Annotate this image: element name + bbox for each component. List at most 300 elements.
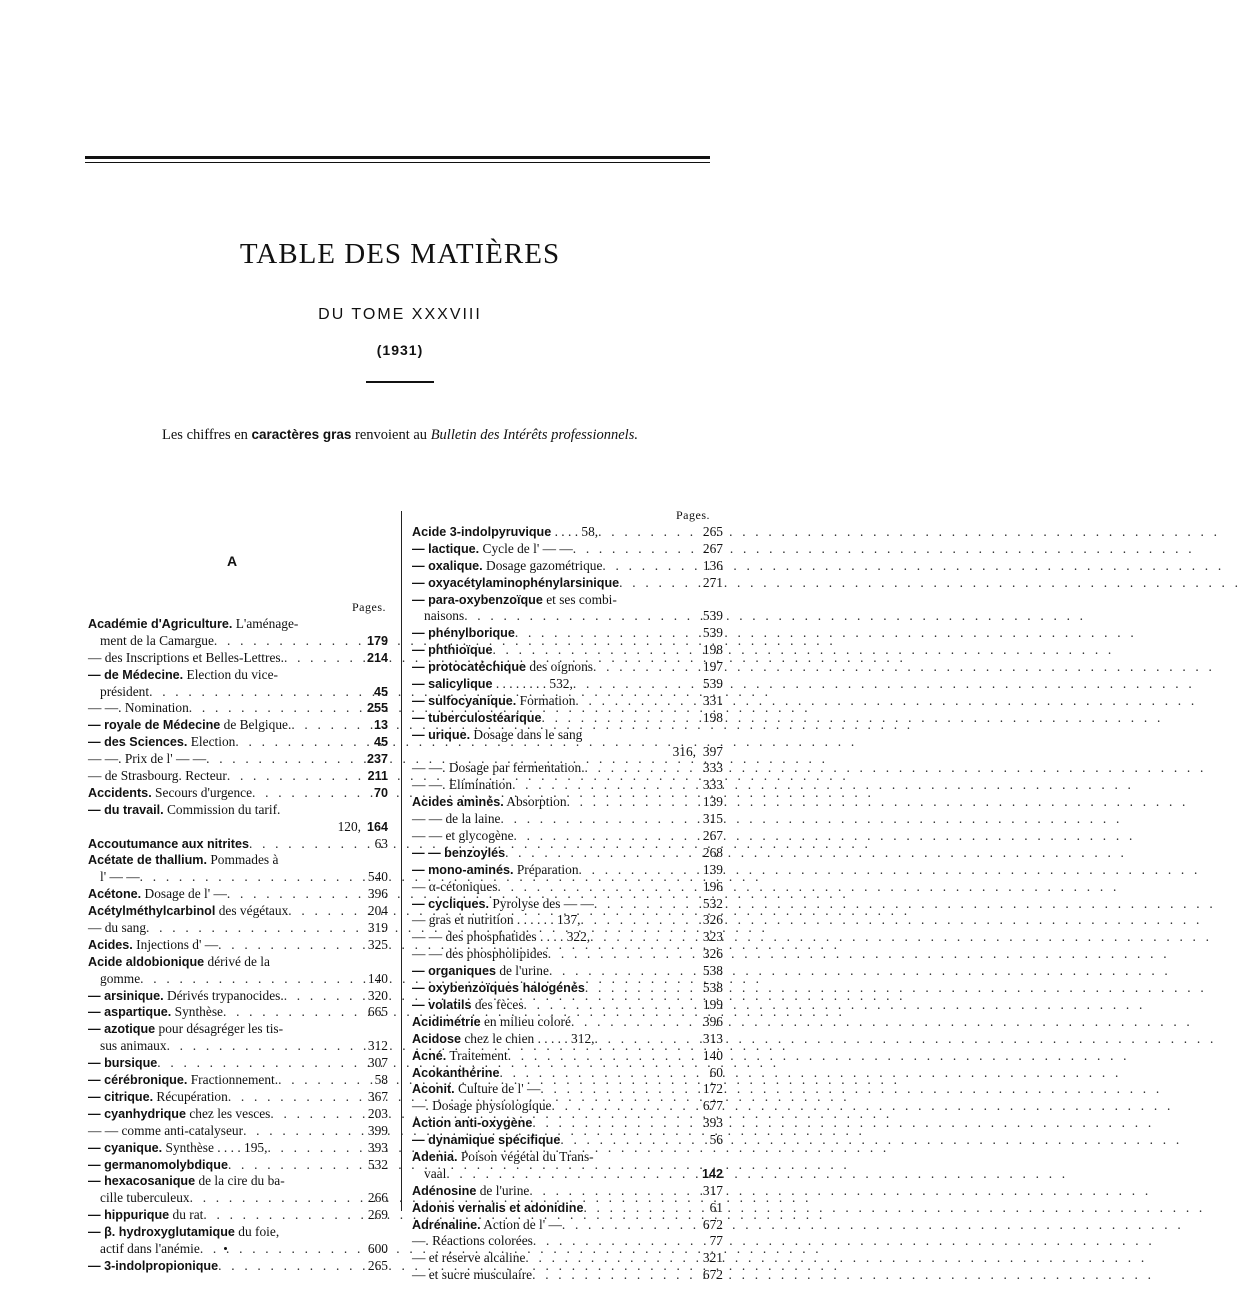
index-entry — [88, 954, 388, 971]
entry-detail: — —. Prix de l' — — — [88, 751, 207, 767]
index-entry — [412, 1166, 723, 1183]
entry-heading: — hippurique — [88, 1208, 170, 1223]
entry-detail: . . . . 58, — [551, 524, 599, 539]
entry-text — [412, 710, 541, 727]
index-entry — [412, 1200, 723, 1217]
entry-heading: — sulfocyanique. — [412, 693, 517, 708]
dot-leader — [514, 828, 696, 845]
entry-detail: Culture de l' — — [454, 1081, 541, 1097]
entry-detail: cille tuberculeux — [100, 1190, 190, 1206]
entry-heading: Acides. — [88, 937, 133, 952]
entry-text — [412, 575, 619, 592]
entry-text — [88, 1207, 203, 1224]
entry-detail: — — des phospholipides — [412, 946, 548, 962]
index-entry — [88, 717, 388, 734]
entry-text — [673, 744, 696, 761]
entry-page-number: 63 — [374, 835, 388, 851]
entry-detail: . . . . . . . . 532, — [492, 676, 573, 692]
entry-text — [412, 608, 464, 625]
entry-heading: Accoutumance aux nitrites — [88, 836, 249, 851]
entry-detail: sus animaux — [100, 1038, 167, 1054]
entry-detail: Préparation — [513, 861, 579, 877]
entry-page-number: 179 — [366, 633, 388, 648]
entry-text — [412, 676, 573, 693]
entry-heading: — azotique — [88, 1022, 156, 1037]
entry-text — [412, 1250, 525, 1267]
dot-leader — [228, 1157, 361, 1174]
entry-text — [88, 1004, 223, 1021]
index-entry — [412, 1183, 723, 1200]
index-entry — [412, 1233, 723, 1250]
index-entry — [412, 608, 723, 625]
index-entry — [88, 802, 388, 819]
entry-heading: — hexacosanique — [88, 1174, 196, 1189]
dot-leader — [532, 1267, 696, 1284]
entry-heading: — urique. — [412, 727, 471, 742]
index-entry — [88, 1140, 388, 1157]
entry-page-number: 319 — [367, 920, 388, 936]
entry-text — [88, 700, 189, 717]
dot-leader — [228, 1089, 361, 1106]
entry-page-number: 326 — [702, 946, 723, 962]
index-entry — [88, 1038, 388, 1055]
entry-heading: — de Médecine. — [88, 667, 184, 682]
index-entry — [412, 1250, 723, 1267]
dot-leader — [203, 1207, 361, 1224]
index-entry — [88, 1241, 388, 1258]
entry-detail: — gras et nutrition . . . . . . 137, — [412, 912, 581, 928]
index-entry — [88, 886, 388, 903]
entry-text — [412, 1031, 595, 1048]
entry-detail: en milieu coloré — [480, 1013, 571, 1029]
entry-page-number: 61 — [709, 1199, 723, 1215]
entry-text — [88, 802, 280, 819]
entry-detail: — des Inscriptions et Belles-Lettres. — [88, 649, 284, 665]
dot-leader — [532, 1115, 696, 1132]
entry-text — [412, 1048, 508, 1065]
entry-detail: L'aménage- — [232, 616, 299, 631]
entry-page-number: 211 — [367, 769, 388, 784]
entry-detail: — et réserve alcaline — [412, 1250, 526, 1266]
entry-heading: Acétate de thallium. — [88, 853, 207, 868]
dot-leader — [524, 997, 696, 1014]
entry-heading: Acokanthérine — [412, 1065, 500, 1080]
entry-detail: — —. Nomination — [88, 700, 189, 716]
dot-leader — [167, 1038, 361, 1055]
entry-heading: Acétylméthylcarbinol — [88, 904, 216, 919]
entry-heading: — cyanhydrique — [88, 1106, 186, 1121]
dot-leader — [492, 642, 696, 659]
dot-leader — [218, 937, 361, 954]
index-entry — [88, 1224, 388, 1241]
dot-leader — [541, 710, 696, 727]
entry-page-number: 267 — [702, 540, 723, 556]
entry-page-number: 140 — [367, 970, 388, 986]
entry-heading: Action anti-oxygène — [412, 1116, 533, 1131]
entry-page-number: 198 — [702, 642, 723, 658]
entry-page-number: 204 — [367, 903, 388, 919]
entry-detail: — — des phosphatides . . . . 322, — [412, 929, 591, 945]
index-entry — [88, 1123, 388, 1140]
entry-page-number: 539 — [702, 608, 723, 624]
index-entry — [412, 625, 723, 642]
entry-text — [412, 946, 548, 963]
entry-heading: — du travail. — [88, 802, 164, 817]
pages-header-left: Pages. — [352, 600, 386, 614]
dot-leader — [585, 980, 696, 997]
index-entry — [88, 734, 388, 751]
entry-heading: — arsinique. — [88, 988, 164, 1003]
legend-note — [0, 427, 800, 444]
index-entry — [412, 862, 723, 879]
dot-leader — [249, 836, 361, 853]
dot-leader — [218, 1258, 361, 1275]
entry-text — [412, 760, 585, 777]
index-entry — [412, 1065, 723, 1082]
entry-text — [88, 937, 218, 954]
entry-heading: — phthioïque — [412, 643, 493, 658]
entry-heading: — β. hydroxyglutamique — [88, 1225, 235, 1240]
dot-leader — [515, 625, 696, 642]
dot-leader — [602, 558, 696, 575]
entry-page-number: 196 — [702, 878, 723, 894]
entry-page-number: 532 — [702, 895, 723, 911]
entry-detail: Cycle de l' — — — [479, 540, 573, 556]
dot-leader — [235, 734, 361, 751]
entry-heading: — bursique — [88, 1056, 158, 1071]
entry-text — [88, 1089, 228, 1106]
index-entry — [88, 1207, 388, 1224]
index-entry — [88, 937, 388, 954]
entry-text — [88, 886, 227, 903]
entry-detail: de la cire du ba- — [195, 1173, 285, 1189]
entry-page-number: 532 — [367, 1156, 388, 1172]
entry-heading: — para-oxybenzoïque — [412, 592, 543, 607]
dot-leader — [497, 879, 696, 896]
index-entry — [412, 727, 723, 744]
index-entry — [412, 1149, 723, 1166]
index-entry — [412, 946, 723, 963]
index-entry — [412, 642, 723, 659]
entry-heading: — volatils — [412, 997, 472, 1012]
dot-leader — [291, 717, 361, 734]
entry-detail: l' — — — [100, 869, 140, 885]
entry-text — [412, 1065, 499, 1082]
index-entry — [412, 1014, 723, 1031]
entry-heading: Adonis vernalis et adonidine — [412, 1200, 584, 1215]
entry-text — [412, 727, 582, 744]
dot-leader — [619, 575, 696, 592]
entry-heading: Acide 3-indolpyruvique — [412, 525, 552, 539]
entry-text — [88, 684, 149, 701]
index-entry — [412, 1217, 723, 1234]
entry-text — [412, 1115, 532, 1132]
dot-leader — [227, 886, 361, 903]
index-entry — [88, 1173, 388, 1190]
dot-leader — [508, 1048, 696, 1065]
entry-heading: — germanomolybdique — [88, 1157, 228, 1172]
legend-note-italic: Bulletin des Intérêts professionnels. — [430, 427, 638, 443]
dot-leader — [548, 946, 696, 963]
page-title: TABLE DES MATIÈRES — [239, 238, 561, 270]
entry-text — [412, 1132, 560, 1149]
dot-leader — [580, 912, 696, 929]
index-entry — [412, 1048, 723, 1065]
section-letter: A — [227, 553, 238, 569]
entry-page-number: 164 — [366, 819, 388, 834]
entry-detail: 316, — [672, 743, 696, 759]
entry-page-number: 677 — [702, 1098, 723, 1114]
index-entry — [88, 633, 388, 650]
entry-text — [88, 650, 284, 667]
entry-page-number: 367 — [367, 1088, 388, 1104]
entry-heading: — mono-aminés. — [412, 862, 514, 877]
index-entry — [412, 558, 723, 575]
dot-leader — [499, 1065, 696, 1082]
dot-leader — [149, 684, 361, 701]
print-dot — [224, 1247, 227, 1250]
index-entry — [412, 1081, 723, 1098]
entry-page-number: 58 — [374, 1072, 388, 1088]
index-entry — [88, 751, 388, 768]
dot-leader — [549, 963, 696, 980]
index-entry — [412, 896, 723, 913]
index-entry — [412, 744, 723, 761]
entry-text — [412, 929, 590, 946]
entry-page-number: 600 — [367, 1240, 388, 1256]
entry-detail: Formation — [516, 692, 576, 708]
entry-detail: — — comme anti-catalyseur — [88, 1122, 244, 1138]
entry-text — [412, 997, 524, 1014]
entry-detail: vaal — [424, 1165, 447, 1181]
entry-text — [88, 971, 140, 988]
top-rule-thick — [85, 156, 710, 159]
entry-heading: Acidose — [412, 1031, 461, 1046]
entry-detail: Dosage dans le sang — [470, 726, 583, 742]
entry-heading: — cyanique. — [88, 1140, 163, 1155]
entry-page-number: 317 — [702, 1182, 723, 1198]
entry-text — [88, 1157, 228, 1174]
entry-text — [88, 616, 298, 633]
index-entry — [88, 1072, 388, 1089]
dot-leader — [567, 794, 696, 811]
entry-detail: ment de la Camargue — [100, 632, 214, 648]
entry-page-number: 326 — [702, 912, 723, 928]
index-entry — [412, 811, 723, 828]
dot-leader — [464, 608, 696, 625]
entry-detail: Pommades à — [206, 852, 279, 868]
entry-text — [412, 659, 593, 676]
entry-page-number: 396 — [367, 886, 388, 902]
entry-text — [88, 1241, 200, 1258]
index-entry — [88, 700, 388, 717]
dot-leader — [579, 862, 696, 879]
dot-leader — [598, 524, 696, 541]
dot-leader — [446, 1166, 696, 1183]
index-entry — [88, 903, 388, 920]
entry-text — [412, 879, 497, 896]
entry-page-number: 315 — [702, 811, 723, 827]
entry-page-number: 538 — [702, 980, 723, 996]
dot-leader — [505, 845, 696, 862]
entry-detail: Pyrolyse des — — — [489, 895, 594, 911]
entry-text — [412, 862, 579, 879]
entry-page-number: 399 — [367, 1122, 388, 1138]
entry-heading: — oxalique. — [412, 558, 483, 573]
entry-page-number: 140 — [702, 1047, 723, 1063]
entry-page-number: 672 — [702, 1267, 723, 1283]
dot-leader — [501, 811, 697, 828]
entry-text — [88, 903, 288, 920]
entry-page-number: 197 — [702, 659, 723, 675]
entry-text — [88, 1072, 278, 1089]
entry-page-number: 203 — [367, 1105, 388, 1121]
entry-page-number: 538 — [702, 963, 723, 979]
entry-text — [412, 845, 505, 862]
dot-leader — [214, 633, 361, 650]
index-entry — [412, 929, 723, 946]
entry-heading: Acide aldobionique — [88, 954, 205, 969]
entry-detail: —. Dosage physiologique — [412, 1098, 552, 1114]
entry-detail: — —. Elimination — [412, 777, 513, 793]
entry-page-number: 266 — [367, 1190, 388, 1206]
index-entry — [88, 1258, 388, 1275]
entry-text — [412, 896, 594, 913]
index-entry — [412, 659, 723, 676]
entry-page-number: 325 — [367, 936, 388, 952]
index-entry — [88, 852, 388, 869]
entry-text — [412, 811, 501, 828]
dot-leader — [585, 760, 696, 777]
entry-page-number: 333 — [702, 777, 723, 793]
entry-page-number: 397 — [702, 743, 723, 759]
index-entry — [88, 1157, 388, 1174]
entry-detail: Traitement — [446, 1047, 508, 1063]
entry-heading: — lactique. — [412, 541, 480, 556]
entry-text — [88, 734, 235, 751]
entry-heading: Acides aminés. — [412, 795, 504, 810]
entry-detail: naisons — [424, 608, 465, 624]
entry-text — [412, 642, 492, 659]
index-entry — [412, 777, 723, 794]
index-entry — [412, 963, 723, 980]
index-entry — [412, 1031, 723, 1048]
entry-page-number: 198 — [702, 709, 723, 725]
entry-detail: Absorption — [503, 794, 567, 810]
entry-text — [412, 541, 573, 558]
index-entry — [412, 710, 723, 727]
entry-page-number: 56 — [709, 1132, 723, 1148]
entry-detail: Poison végétal du Trans- — [457, 1148, 594, 1164]
entry-text — [88, 1021, 283, 1038]
entry-page-number: 672 — [702, 1216, 723, 1232]
entry-heading: — organiques — [412, 964, 496, 979]
entry-heading: Adenia. — [412, 1149, 458, 1164]
entry-page-number: 321 — [702, 1250, 723, 1266]
entry-text — [88, 1106, 270, 1123]
title-separator-rule — [366, 381, 434, 383]
entry-page-number: 269 — [367, 1207, 388, 1223]
entry-detail: Election du vice- — [183, 666, 279, 682]
dot-leader — [583, 1200, 696, 1217]
entry-page-number: 320 — [367, 987, 388, 1003]
entry-detail: Action de l' — — [480, 1216, 562, 1232]
entry-page-number: 77 — [709, 1233, 723, 1249]
entry-page-number: 70 — [373, 785, 388, 800]
entry-text — [88, 1140, 267, 1157]
entry-heading: Aconit. — [412, 1082, 455, 1097]
index-entry — [88, 616, 388, 633]
entry-heading: — des Sciences. — [88, 735, 188, 750]
entry-detail: — et sucre musculaire — [412, 1267, 533, 1283]
entry-heading: — oxybenzoïques halogénés — [412, 981, 585, 996]
entry-page-number: 313 — [702, 1030, 723, 1046]
entry-text — [412, 980, 585, 997]
entry-text — [412, 558, 602, 575]
entry-page-number: 331 — [702, 692, 723, 708]
dot-leader — [525, 1250, 696, 1267]
entry-text — [412, 1217, 562, 1234]
index-entry — [412, 1115, 723, 1132]
entry-detail: des oignons — [526, 659, 594, 675]
index-entry — [412, 760, 723, 777]
entry-text — [88, 785, 252, 802]
entry-detail: Secours d'urgence — [151, 784, 253, 800]
entry-text — [88, 954, 270, 971]
entry-page-number: 539 — [702, 625, 723, 641]
dot-leader — [189, 700, 361, 717]
dot-leader — [227, 768, 361, 785]
index-entry — [88, 650, 388, 667]
entry-detail: président — [100, 683, 150, 699]
entry-text — [88, 1224, 279, 1241]
entry-text — [88, 1258, 218, 1275]
index-entry — [412, 1132, 723, 1149]
dot-leader — [270, 1106, 361, 1123]
entry-text — [88, 751, 206, 768]
entry-text — [412, 524, 598, 541]
dot-leader — [573, 541, 696, 558]
index-entry — [412, 879, 723, 896]
entry-text — [412, 1166, 446, 1183]
entry-text — [412, 625, 515, 642]
entry-detail: — du sang — [88, 920, 147, 936]
entry-detail: Fractionnement. — [187, 1072, 279, 1088]
entry-heading: — tuberculostéarique — [412, 710, 542, 725]
dot-leader — [223, 1004, 361, 1021]
entry-text — [412, 1098, 551, 1115]
entry-text — [412, 963, 549, 980]
index-entry — [88, 785, 388, 802]
entry-page-number: 333 — [702, 760, 723, 776]
dot-leader — [593, 659, 696, 676]
entry-text — [412, 693, 575, 710]
entry-page-number: 136 — [702, 557, 723, 573]
entry-text — [88, 1038, 167, 1055]
legend-note-middle: renvoient au — [351, 427, 431, 443]
entry-text — [88, 633, 214, 650]
entry-page-number: 307 — [367, 1055, 388, 1071]
entry-text — [412, 1267, 532, 1284]
entry-text — [88, 836, 249, 853]
entry-text — [88, 1173, 285, 1190]
dot-leader — [284, 988, 361, 1005]
entry-text — [412, 1149, 594, 1166]
index-entry — [412, 912, 723, 929]
entry-detail: —. Réactions colorées — [412, 1233, 533, 1249]
entry-detail: Injections d' — — [132, 936, 219, 952]
top-rule-thin — [85, 162, 710, 163]
